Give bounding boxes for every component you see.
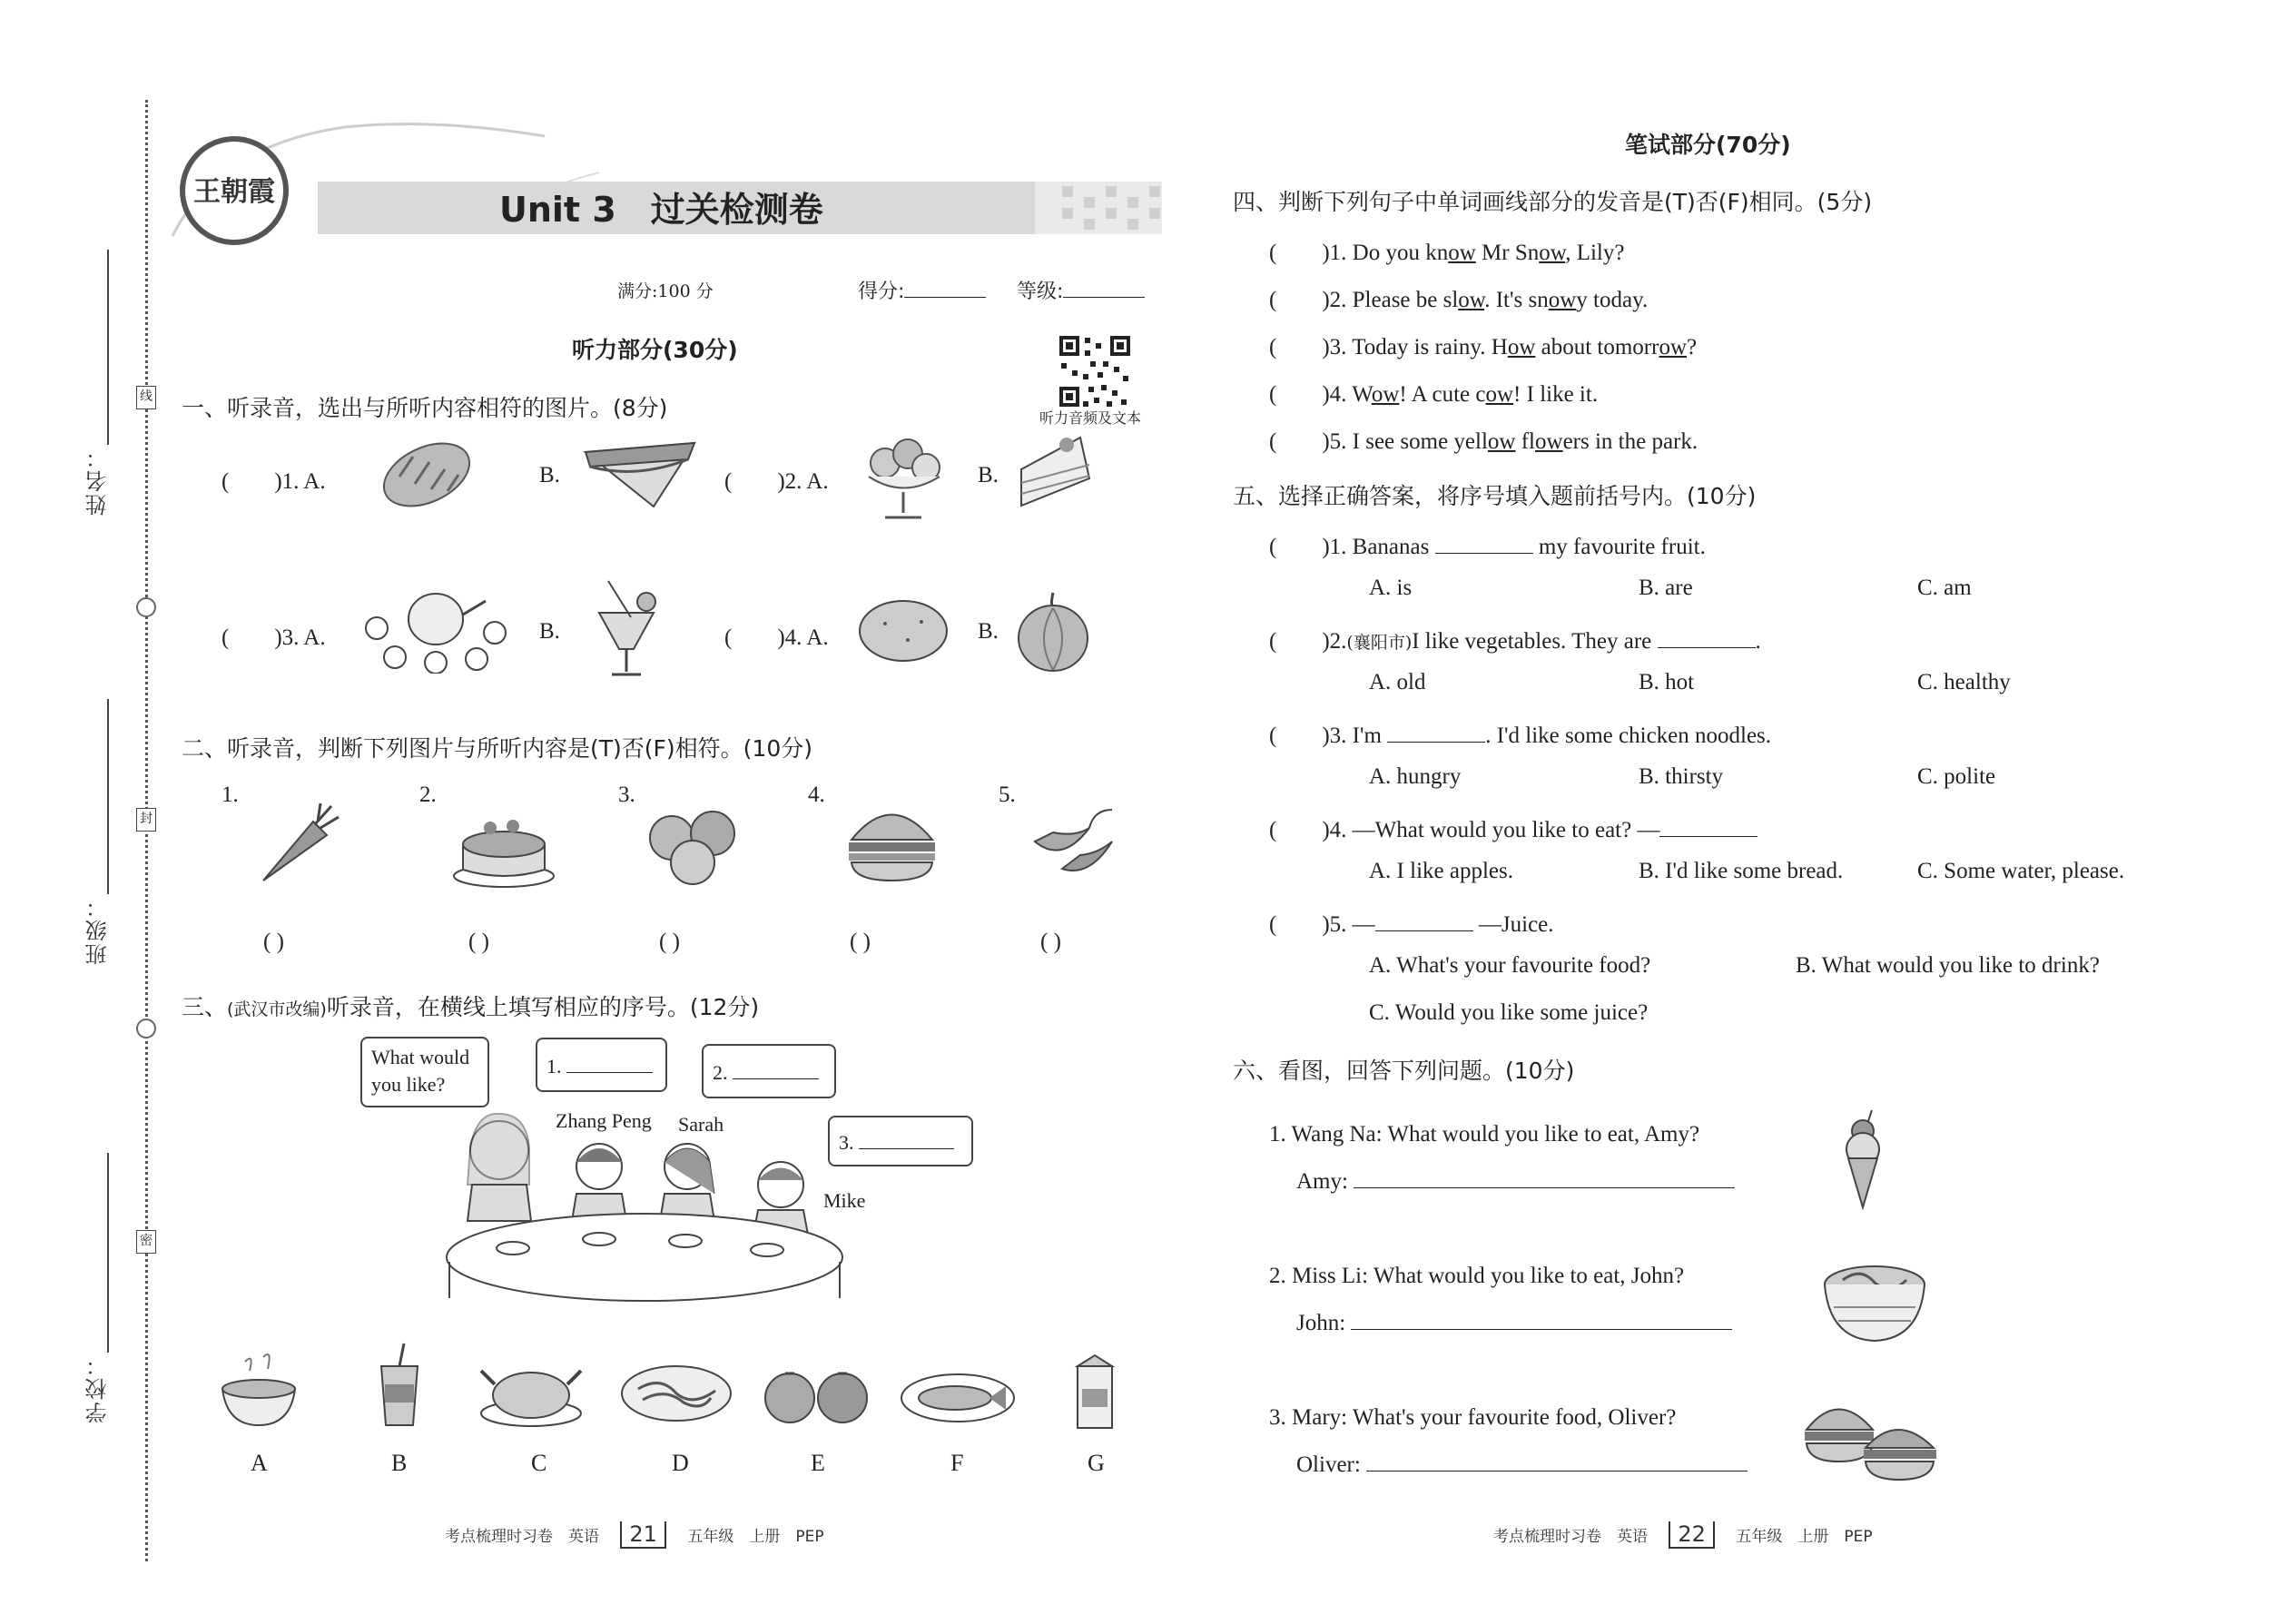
logo-badge — [180, 136, 289, 245]
part5-q4: ( )4. —What would you like to eat? — — [1269, 812, 1757, 844]
part2-num-3: 3. — [618, 782, 635, 807]
part3-title: 三、(武汉市改编)听录音，在横线上填写相应的序号。(12分) — [182, 994, 760, 1020]
part1-title: 一、听录音，选出与所听内容相符的图片。(8分) — [182, 395, 668, 421]
part1-q4: ( )4. A. — [724, 625, 829, 650]
option-letter-e: E — [811, 1450, 825, 1476]
school-label: 学校： — [85, 1353, 111, 1423]
part5-q4-b: B. I'd like some bread. — [1639, 859, 1844, 883]
part5-q2-b: B. hot — [1639, 670, 1695, 694]
part5-title: 五、选择正确答案，将序号填入题前括号内。(10分) — [1233, 483, 1757, 509]
option-letter-g: G — [1088, 1450, 1105, 1476]
part6-title: 六、看图，回答下列问题。(10分) — [1233, 1058, 1575, 1084]
part5-q3-a: A. hungry — [1369, 764, 1462, 789]
hamburgers-icon — [1802, 1393, 1938, 1484]
tomatoes-pair-icon — [763, 1366, 871, 1425]
part2-answer-3[interactable]: ( ) — [659, 930, 680, 954]
binding-hole-1 — [136, 597, 156, 617]
speech-bubble-3: 3. — [828, 1116, 973, 1166]
part5-q1: ( )1. Bananas my favourite fruit. — [1269, 535, 1706, 559]
tomatoes-icon — [640, 797, 749, 888]
fish-icon — [899, 1366, 1017, 1425]
class-line — [107, 699, 109, 894]
grade-label: 等级: — [1017, 281, 1064, 303]
binding-hole-2 — [136, 1019, 156, 1038]
part5-q3: ( )3. I'm . I'd like some chicken noodles. — [1269, 723, 1772, 748]
part5-q5-c: C. Would you like some juice? — [1369, 1000, 1649, 1025]
part1-q2-b: B. — [978, 463, 999, 487]
part6-q3: 3. Mary: What's your favourite food, Oliver? — [1269, 1405, 1677, 1430]
cake-icon — [449, 799, 558, 890]
part4-q3: ( )3. Today is rainy. How about tomorrow? — [1269, 335, 1698, 359]
part5-q5-b: B. What would you like to drink? — [1796, 953, 2100, 978]
part2-answer-5[interactable]: ( ) — [1040, 930, 1061, 954]
part2-answer-4[interactable]: ( ) — [850, 930, 871, 954]
part5-q2: ( )2.(襄阳市)I like vegetables. They are . — [1269, 629, 1761, 654]
page-number-22: 22 — [1669, 1521, 1715, 1549]
juice-glass-icon — [590, 576, 663, 681]
soup-bowl-icon — [218, 1353, 300, 1430]
score-got-label: 得分: — [858, 281, 905, 303]
listening-title: 听力部分(30分) — [572, 337, 738, 363]
part2-num-1: 1. — [222, 782, 239, 807]
tea-set-icon — [359, 574, 513, 674]
footer-right: 考点梳理时习卷 英语 22 五年级 上册 PEP — [1493, 1521, 1873, 1547]
part6-a3: Oliver: — [1296, 1452, 1748, 1478]
onion-icon — [1012, 588, 1094, 679]
drink-cup-icon — [372, 1339, 427, 1430]
part2-num-2: 2. — [419, 782, 437, 807]
logo-text: 王朝霞 — [193, 176, 275, 208]
carrot-icon — [250, 799, 340, 890]
dining-scene — [440, 1103, 858, 1312]
part1-q3-b: B. — [539, 619, 560, 644]
part1-q1: ( )1. A. — [222, 469, 326, 494]
name-sarah: Sarah — [678, 1113, 724, 1136]
page-title: Unit 3 过关检测卷 — [499, 190, 823, 230]
part6-a1: Amy: — [1296, 1169, 1735, 1195]
part3-source: (武汉市改编) — [227, 999, 327, 1019]
part1-q1-b: B. — [539, 463, 560, 487]
part4-title: 四、判断下列句子中单词画线部分的发音是(T)否(F)相同。(5分) — [1233, 189, 1873, 215]
qr-caption: 听力音频及文本 — [1039, 409, 1142, 427]
part6-q2: 2. Miss Li: What would you like to eat, John? — [1269, 1264, 1685, 1288]
part1-q3: ( )3. A. — [222, 625, 326, 650]
noodle-bowl-icon — [1820, 1257, 1929, 1348]
milk-carton-icon — [1073, 1353, 1118, 1430]
part2-title: 二、听录音，判断下列图片与所听内容是(T)否(F)相符。(10分) — [182, 735, 812, 762]
written-title: 笔试部分(70分) — [1625, 132, 1791, 158]
part5-q2-a: A. old — [1369, 670, 1426, 694]
ice-cream-sundae-icon — [858, 427, 949, 527]
score-got — [858, 276, 986, 304]
class-label: 班级： — [85, 894, 111, 965]
part5-q2-c: C. healthy — [1917, 670, 2011, 694]
part2-answer-2[interactable]: ( ) — [468, 930, 489, 954]
part5-q5-a: A. What's your favourite food? — [1369, 953, 1651, 978]
part5-q1-a: A. is — [1369, 576, 1413, 600]
seal-char-2: 封 — [136, 808, 156, 832]
part4-q4: ( )4. Wow! A cute cow! I like it. — [1269, 382, 1599, 407]
part4-q1: ( )1. Do you know Mr Snow, Lily? — [1269, 241, 1625, 265]
part6-q1: 1. Wang Na: What would you like to eat, Amy? — [1269, 1122, 1700, 1147]
part1-q2: ( )2. A. — [724, 469, 829, 494]
part5-q1-c: C. am — [1917, 576, 1972, 600]
part5-q3-c: C. polite — [1917, 764, 1996, 789]
part5-q4-c: C. Some water, please. — [1917, 859, 2125, 883]
part5-q4-a: A. I like apples. — [1369, 859, 1513, 883]
peppers-icon — [1026, 792, 1135, 882]
score-full: 满分:100 分 — [617, 281, 714, 301]
part4-q5: ( )5. I see some yellow flowers in the park. — [1269, 429, 1698, 454]
option-letter-c: C — [531, 1450, 547, 1476]
potato-icon — [853, 595, 953, 667]
option-letter-f: F — [950, 1450, 964, 1476]
option-letter-a: A — [251, 1450, 268, 1476]
part4-q2: ( )2. Please be slow. It's snowy today. — [1269, 288, 1649, 312]
part2-num-4: 4. — [808, 782, 825, 807]
part5-q5: ( )5. — —Juice. — [1269, 912, 1554, 937]
roast-chicken-icon — [477, 1357, 586, 1430]
speech-bubble-2: 2. — [702, 1044, 836, 1098]
noodle-plate-icon — [620, 1362, 733, 1425]
hamburger-icon — [844, 799, 940, 885]
name-line — [107, 250, 109, 445]
part5-q1-b: B. are — [1639, 576, 1693, 600]
cake-slice-icon — [1012, 428, 1098, 519]
sandwich-icon — [581, 434, 699, 511]
page-number-21: 21 — [620, 1521, 666, 1549]
name-label: 姓名： — [85, 445, 111, 516]
option-letter-b: B — [391, 1450, 408, 1476]
part6-a2: John: — [1296, 1311, 1732, 1336]
name-mike: Mike — [823, 1189, 866, 1212]
part1-q4-b: B. — [978, 619, 999, 644]
footer-left: 考点梳理时习卷 英语 21 五年级 上册 PEP — [445, 1521, 824, 1547]
speech-bubble-main: What would you like? — [360, 1037, 489, 1107]
part2-num-5: 5. — [999, 782, 1016, 807]
part5-q3-b: B. thirsty — [1639, 764, 1724, 789]
part2-answer-1[interactable]: ( ) — [263, 930, 284, 954]
seal-char-1: 线 — [136, 386, 156, 409]
option-letter-d: D — [672, 1450, 689, 1476]
grade-field — [1017, 276, 1145, 304]
school-line — [107, 1153, 109, 1353]
qr-code[interactable] — [1058, 334, 1132, 408]
seal-char-3: 密 — [136, 1230, 156, 1254]
part5-q2-source: (襄阳市) — [1346, 633, 1413, 653]
bread-icon — [377, 431, 477, 513]
name-zhang-peng: Zhang Peng — [556, 1109, 652, 1132]
ice-cream-cone-icon — [1836, 1106, 1890, 1210]
speech-bubble-1: 1. — [536, 1038, 667, 1092]
